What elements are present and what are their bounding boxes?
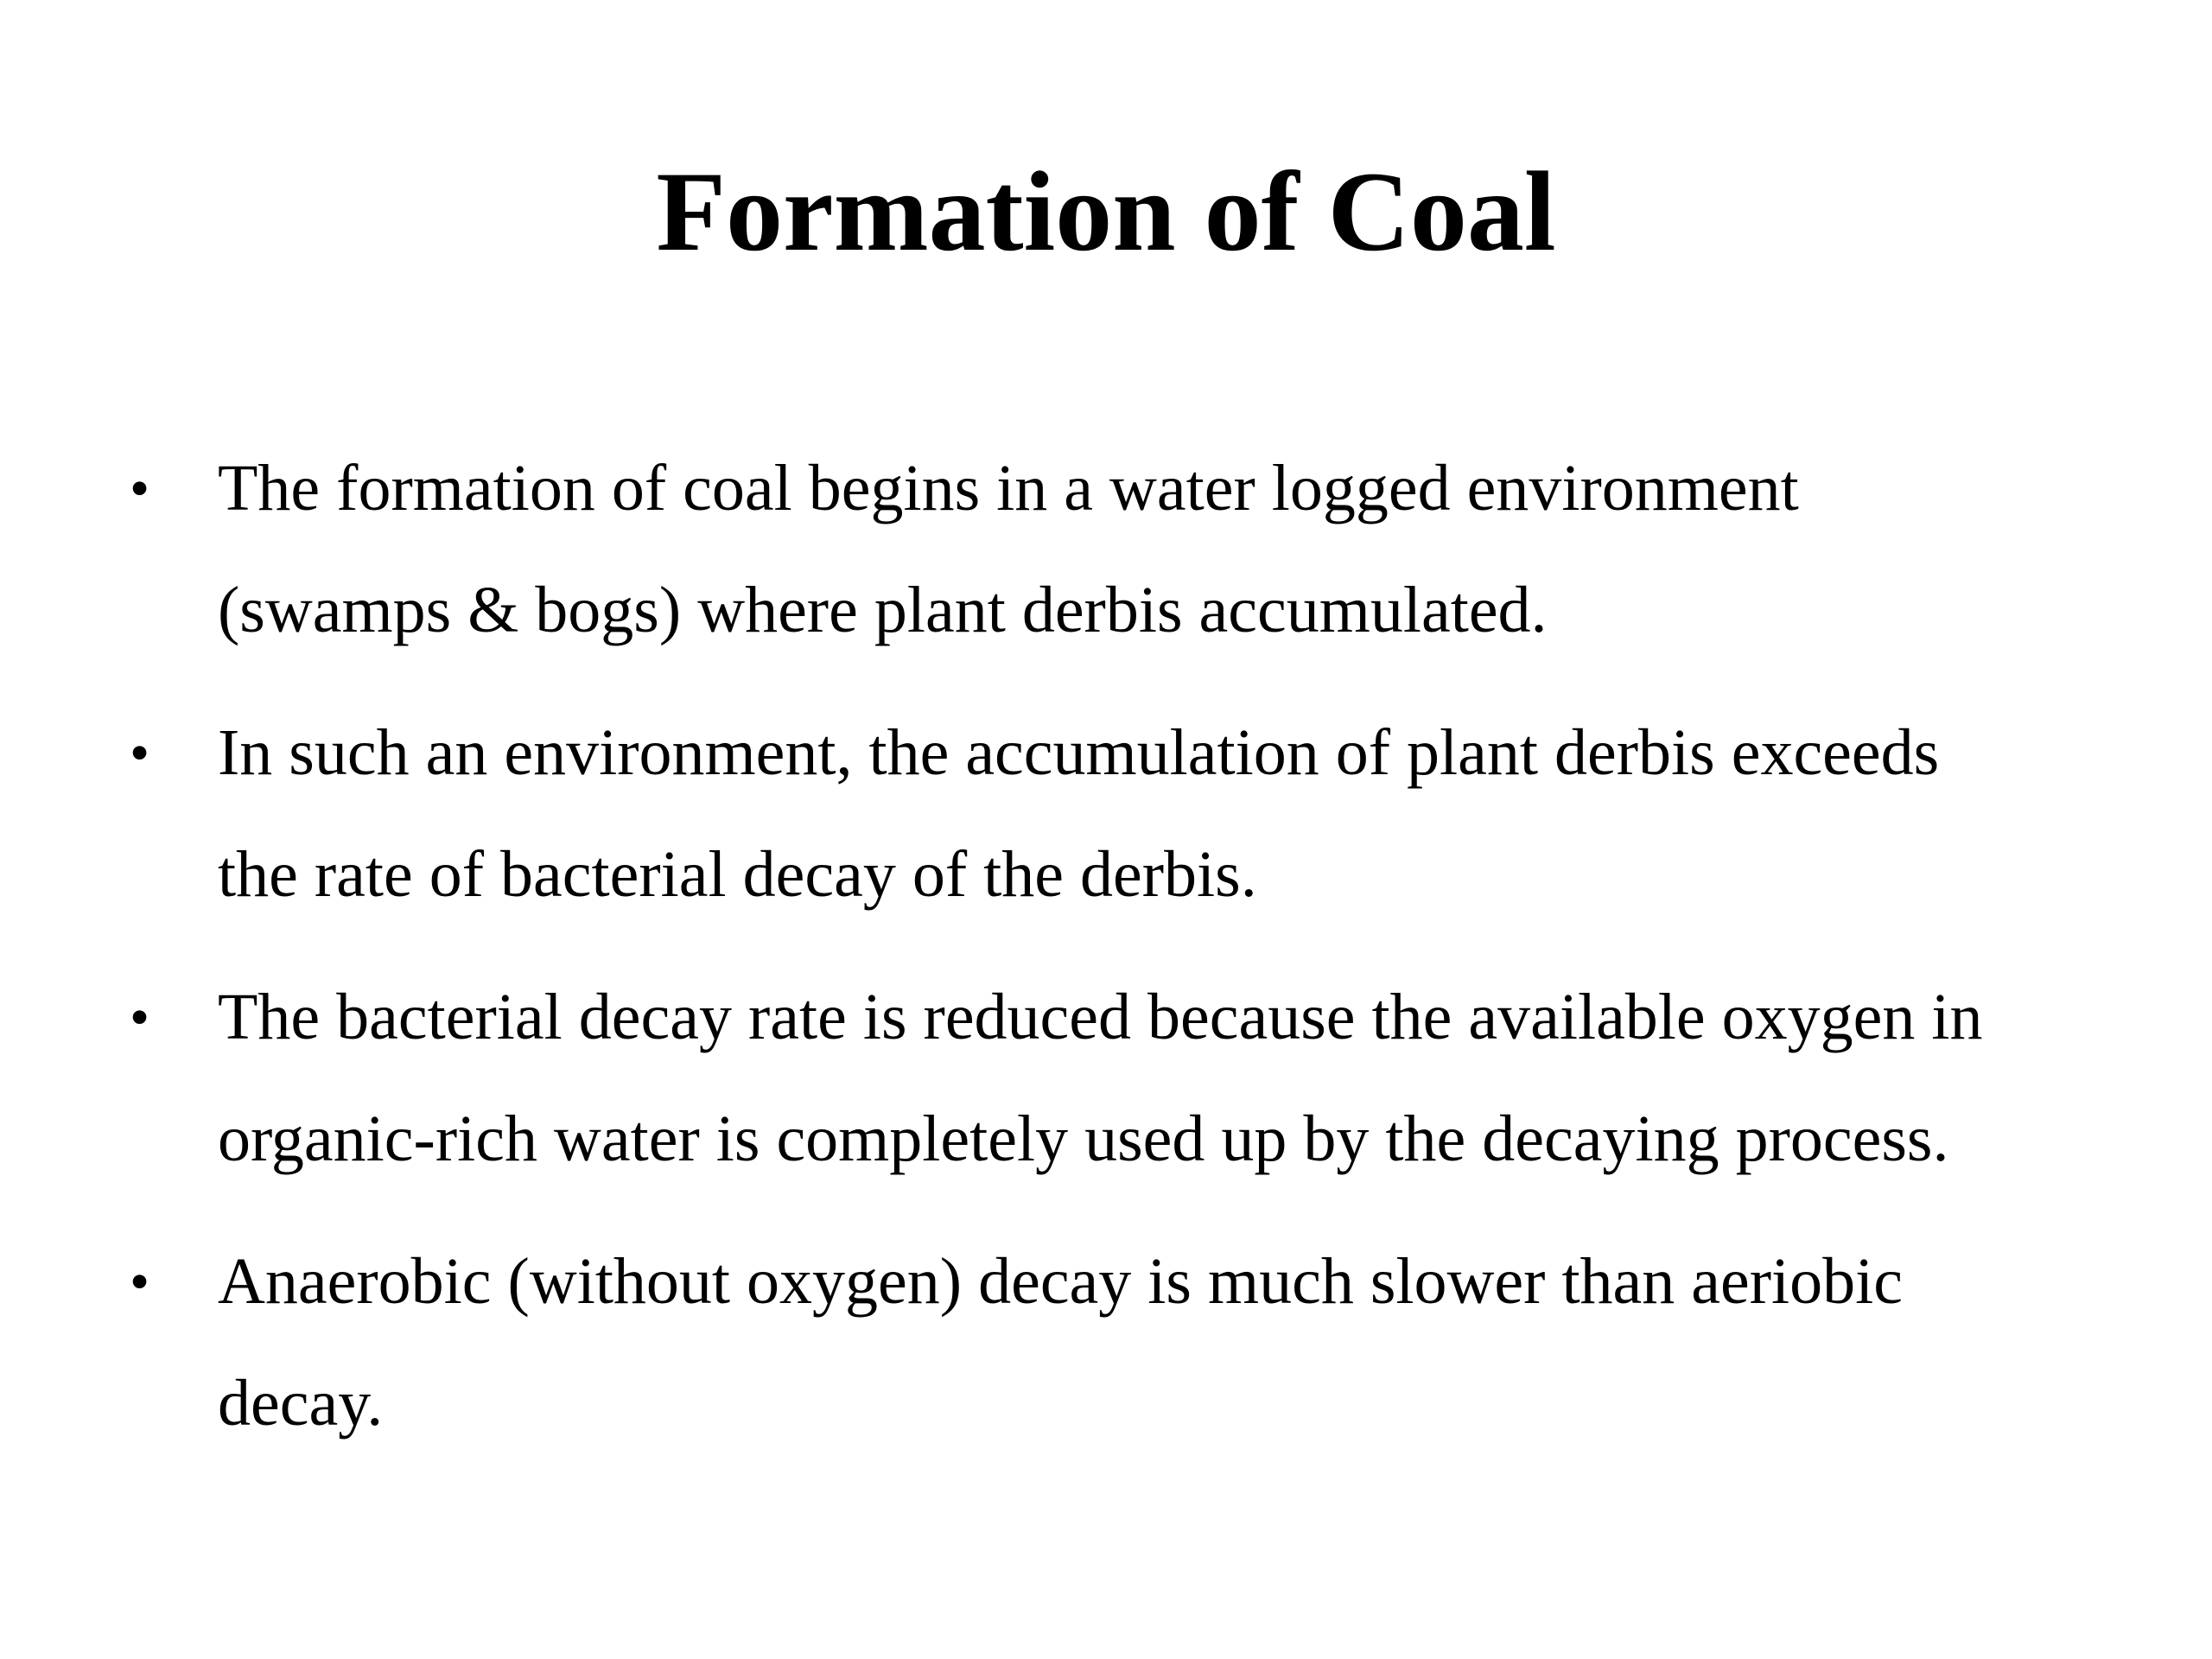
bullet-item xyxy=(0,957,2212,1200)
bullet-line: decay. xyxy=(218,1367,384,1440)
slide-title: Formation of Coal xyxy=(656,148,1556,275)
bullet-item xyxy=(0,428,2212,671)
bullet-dot-icon: • xyxy=(130,721,150,785)
bullet-text xyxy=(218,1221,2084,1465)
bullet-dot-icon: • xyxy=(130,1250,150,1313)
bullet-list xyxy=(0,428,2212,1485)
bullet-text xyxy=(218,957,2084,1200)
bullet-item xyxy=(0,1221,2212,1465)
bullet-line: In such an environment, the accumulation of plant derbis exceeds xyxy=(218,716,1940,789)
bullet-line: The formation of coal begins in a water logged environment xyxy=(218,452,1799,524)
bullet-line: the rate of bacterial decay of the derbis. xyxy=(218,838,1257,911)
bullet-line: The bacterial decay rate is reduced because the available oxygen in xyxy=(218,981,1983,1053)
bullet-dot-icon: • xyxy=(130,457,150,520)
bullet-line: Anaerobic (without oxygen) decay is much slower than aeriobic xyxy=(218,1245,1904,1318)
bullet-text xyxy=(218,692,2084,936)
bullet-item xyxy=(0,692,2212,936)
bullet-dot-icon: • xyxy=(130,986,150,1049)
bullet-line: (swamps & bogs) where plant derbis accumulated. xyxy=(218,574,1548,646)
bullet-text xyxy=(218,428,2084,671)
bullet-line: organic-rich water is completely used up by the decaying process. xyxy=(218,1103,1949,1175)
